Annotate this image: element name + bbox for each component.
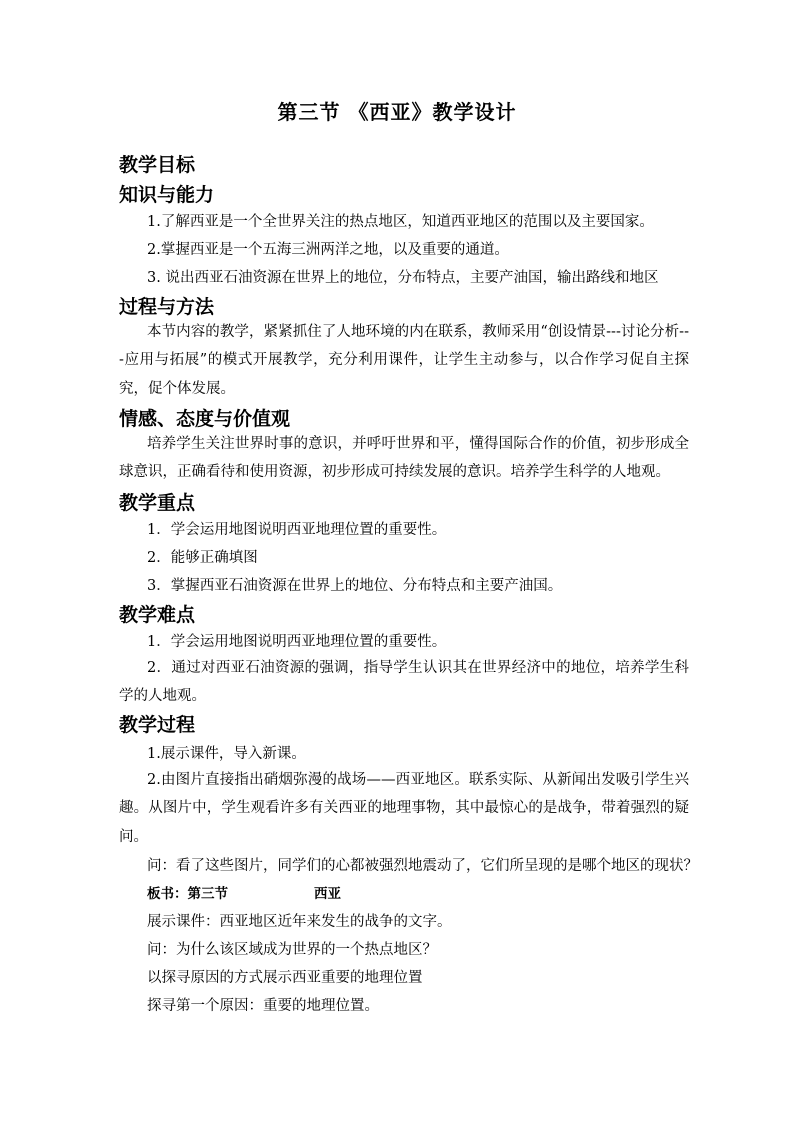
heading-teaching-goals: 教学目标 bbox=[119, 154, 196, 176]
emotion-paragraph: 培养学生关注世界时事的意识，并呼吁世界和平，懂得国际合作的价值，初步形成全球意识，正确看待和使用资源，初步形成可持续发展的意识。培养学生科学的人地观。 bbox=[119, 436, 689, 481]
process-step-2: 2.由图片直接指出硝烟弥漫的战场——西亚地区。联系实际、从新闻出发吸引学生兴趣。从图片中，学生观看许多有关西亚的地理事物，其中最惊心的是战争，带着强烈的疑问。 bbox=[119, 772, 689, 845]
heading-emotion-attitude-values: 情感、态度与价值观 bbox=[119, 408, 291, 430]
question-1: 问：看了这些图片，同学们的心都被强烈地震动了，它们所呈现的是哪个地区的现状？ bbox=[147, 858, 698, 874]
blackboard-line bbox=[147, 884, 341, 904]
key-point-2: 2．能够正确填图 bbox=[147, 550, 258, 566]
document-title: 第三节 《西亚》教学设计 bbox=[277, 100, 517, 124]
blackboard-title: 西亚 bbox=[314, 886, 341, 902]
difficult-point-1: 1．学会运用地图说明西亚地理位置的重要性。 bbox=[147, 634, 447, 650]
heading-knowledge-ability: 知识与能力 bbox=[119, 184, 215, 206]
explore-line: 以探寻原因的方式展示西亚重要的地理位置 bbox=[147, 970, 423, 986]
reason-1-line: 探寻第一个原因：重要的地理位置。 bbox=[147, 998, 379, 1014]
heading-teaching-process: 教学过程 bbox=[119, 714, 196, 736]
process-method-paragraph: 本节内容的教学，紧紧抓住了人地环境的内在联系，教师采用“创设情景---讨论分析---应用与拓展”的模式开展教学，充分利用课件，让学生主动参与，以合作学习促自主探究，促个体发展。 bbox=[119, 324, 689, 397]
process-step-1: 1.展示课件，导入新课。 bbox=[147, 746, 306, 762]
knowledge-item-2: 2.掌握西亚是一个五海三洲两洋之地，以及重要的通道。 bbox=[147, 242, 509, 258]
knowledge-item-3: 3. 说出西亚石油资源在世界上的地位，分布特点，主要产油国，输出路线和地区 bbox=[147, 270, 659, 286]
blackboard-label: 板书：第三节 bbox=[147, 886, 228, 902]
key-point-1: 1．学会运用地图说明西亚地理位置的重要性。 bbox=[147, 522, 447, 538]
heading-difficult-points: 教学难点 bbox=[119, 604, 196, 626]
key-point-3: 3．掌握西亚石油资源在世界上的地位、分布特点和主要产油国。 bbox=[147, 578, 563, 594]
show-courseware-line: 展示课件：西亚地区近年来发生的战争的文字。 bbox=[147, 914, 452, 930]
difficult-point-2: 2．通过对西亚石油资源的强调，指导学生认识其在世界经济中的地位，培养学生科学的人地观。 bbox=[119, 660, 689, 705]
heading-process-method: 过程与方法 bbox=[119, 296, 215, 318]
heading-key-points: 教学重点 bbox=[119, 492, 196, 514]
knowledge-item-1: 1.了解西亚是一个全世界关注的热点地区，知道西亚地区的范围以及主要国家。 bbox=[147, 214, 654, 230]
question-2: 问：为什么该区域成为世界的一个热点地区？ bbox=[147, 942, 437, 958]
